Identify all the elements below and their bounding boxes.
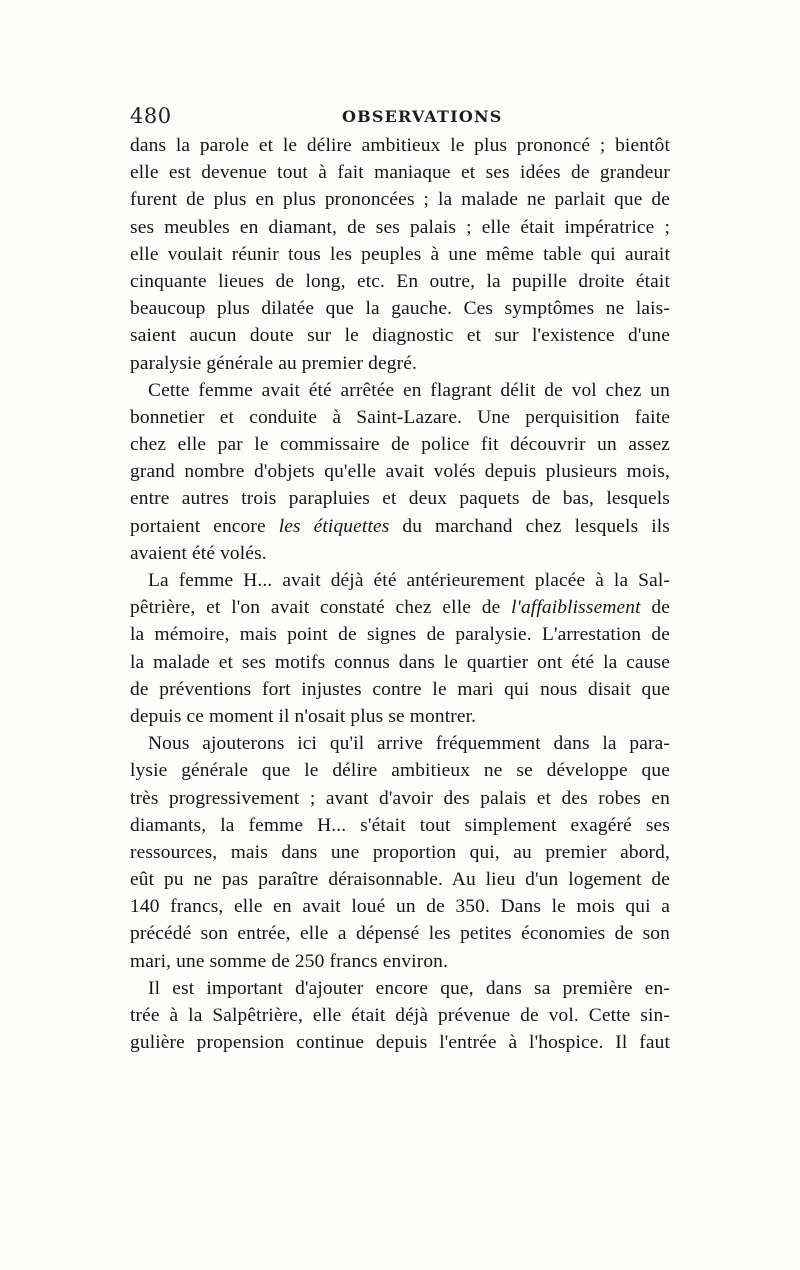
text-segment: entre autres trois parapluies et deux paquets de bas, lesquels bbox=[130, 488, 670, 510]
text-segment: La femme H... avait déjà été antérieurement placée à la Sal- bbox=[148, 570, 670, 591]
text-line bbox=[130, 893, 670, 920]
text-segment: Nous ajouterons ici qu'il arrive fréquemment dans la para- bbox=[148, 733, 670, 755]
text-segment: la mémoire, mais point de signes de paralysie. L'arrestation de bbox=[130, 624, 670, 646]
text-segment: portaient encore bbox=[130, 515, 279, 537]
text-segment: depuis ce moment il n'osait plus se montrer. bbox=[130, 705, 477, 727]
text-segment: lysie générale que le délire ambitieux ne se développe que bbox=[130, 760, 670, 782]
text-line bbox=[130, 377, 670, 404]
text-line bbox=[130, 513, 670, 540]
text-line bbox=[130, 785, 670, 812]
text-line bbox=[130, 1029, 670, 1056]
text-segment: trée à la Salpêtrière, elle était déjà prévenue de vol. Cette sin- bbox=[130, 1005, 670, 1026]
text-segment: bonnetier et conduite à Saint-Lazare. Une perquisition faite bbox=[130, 406, 670, 428]
text-line bbox=[130, 1002, 670, 1029]
italic-text: l'affaiblissement bbox=[511, 597, 641, 619]
text-line bbox=[130, 948, 670, 975]
page-header bbox=[130, 104, 670, 130]
text-segment: gulière propension continue depuis l'entrée à l'hospice. Il faut bbox=[130, 1032, 670, 1054]
text-line bbox=[130, 159, 670, 186]
text-segment: du marchand chez lesquels ils bbox=[389, 515, 670, 537]
text-line bbox=[130, 839, 670, 866]
text-segment: Il est important d'ajouter encore que, dans sa première en- bbox=[148, 977, 670, 999]
text-line bbox=[130, 268, 670, 295]
text-line bbox=[130, 404, 670, 431]
italic-text: les étiquettes bbox=[278, 515, 390, 537]
text-segment: ses meubles en diamant, de ses palais ; elle était impératrice ; bbox=[130, 216, 670, 238]
body-text bbox=[130, 132, 670, 1056]
text-segment: très progressivement ; avant d'avoir des palais et des robes en bbox=[130, 787, 670, 809]
text-line bbox=[130, 703, 670, 730]
text-segment: de bbox=[640, 597, 670, 619]
text-line bbox=[130, 485, 670, 512]
text-line bbox=[130, 214, 670, 241]
text-segment: paralysie générale au premier degré. bbox=[130, 352, 417, 374]
text-segment: ressources, mais dans une proportion qui, au premier abord, bbox=[130, 841, 670, 863]
text-line bbox=[130, 540, 670, 567]
text-segment: beaucoup plus dilatée que la gauche. Ces symptômes ne lais- bbox=[130, 298, 670, 320]
running-title: OBSERVATIONS bbox=[342, 107, 503, 126]
text-line bbox=[130, 594, 670, 621]
text-line bbox=[130, 431, 670, 458]
text-segment: la malade et ses motifs connus dans le quartier ont été la cause bbox=[130, 651, 670, 673]
text-line bbox=[130, 458, 670, 485]
page-number: 480 bbox=[130, 104, 172, 128]
text-segment: saient aucun doute sur le diagnostic et sur l'existence d'une bbox=[130, 325, 670, 347]
text-line bbox=[130, 676, 670, 703]
text-line bbox=[130, 649, 670, 676]
text-segment: chez elle par le commissaire de police fit découvrir un assez bbox=[130, 434, 670, 456]
text-segment: avaient été volés. bbox=[130, 542, 267, 564]
text-line bbox=[130, 132, 670, 159]
text-segment: eût pu ne pas paraître déraisonnable. Au lieu d'un logement de bbox=[130, 869, 670, 891]
text-line bbox=[130, 730, 670, 757]
text-line bbox=[130, 621, 670, 648]
text-line bbox=[130, 920, 670, 947]
text-segment: grand nombre d'objets qu'elle avait volés depuis plusieurs mois, bbox=[130, 461, 670, 483]
text-segment: de préventions fort injustes contre le mari qui nous disait que bbox=[130, 678, 670, 700]
text-segment: mari, une somme de 250 francs environ. bbox=[130, 950, 449, 972]
text-line bbox=[130, 186, 670, 213]
text-segment: 140 francs, elle en avait loué un de 350. Dans le mois qui a bbox=[130, 896, 670, 918]
text-segment: précédé son entrée, elle a dépensé les petites économies de son bbox=[130, 923, 670, 945]
text-segment: cinquante lieues de long, etc. En outre, la pupille droite était bbox=[130, 270, 670, 292]
text-segment: elle est devenue tout à fait maniaque et ses idées de grandeur bbox=[130, 162, 670, 184]
text-line bbox=[130, 241, 670, 268]
text-line bbox=[130, 322, 670, 349]
text-segment: diamants, la femme H... s'était tout simplement exagéré ses bbox=[130, 814, 670, 836]
text-segment: furent de plus en plus prononcées ; la malade ne parlait que de bbox=[130, 189, 670, 211]
text-line bbox=[130, 975, 670, 1002]
text-line bbox=[130, 866, 670, 893]
text-line bbox=[130, 350, 670, 377]
text-segment: dans la parole et le délire ambitieux le plus prononcé ; bientôt bbox=[130, 135, 670, 156]
text-segment: elle voulait réunir tous les peuples à une même table qui aurait bbox=[130, 243, 670, 265]
text-segment: Cette femme avait été arrêtée en flagrant délit de vol chez un bbox=[148, 379, 670, 401]
text-segment: pêtrière, et l'on avait constaté chez elle de bbox=[130, 597, 512, 619]
text-line bbox=[130, 757, 670, 784]
text-line bbox=[130, 295, 670, 322]
text-line bbox=[130, 567, 670, 594]
text-line bbox=[130, 812, 670, 839]
